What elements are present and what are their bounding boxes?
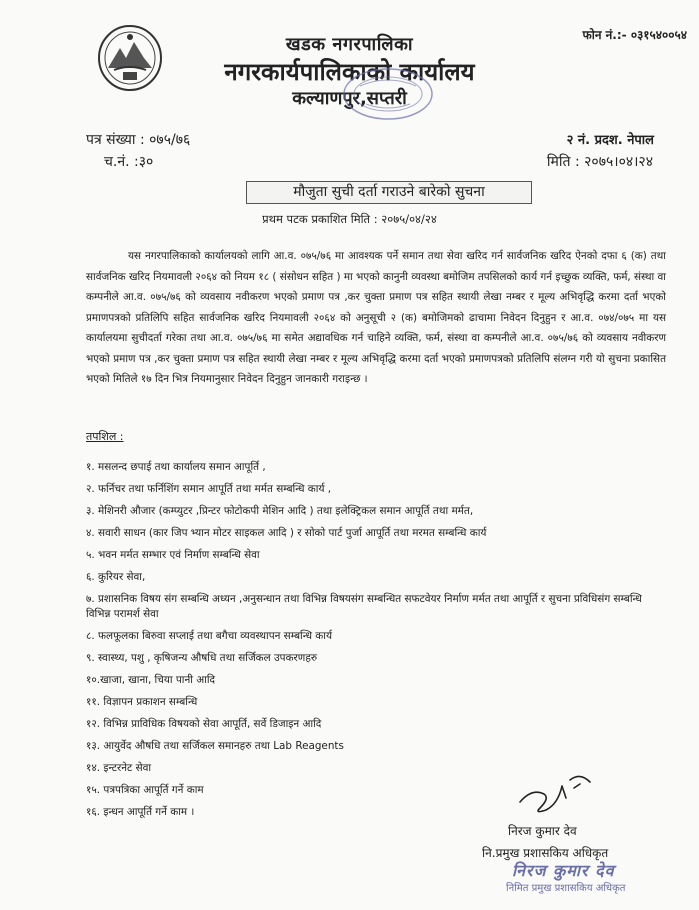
office-stamp-icon	[340, 64, 436, 122]
dispatch-number: च.नं. :३०	[104, 154, 154, 170]
office-location: कल्याणपुर,सप्तरी	[292, 88, 407, 109]
name-stamp: निरज कुमार देव	[512, 861, 615, 880]
signer-title: नि.प्रमुख प्रशासकिय अधिकृत	[482, 846, 609, 860]
list-item: ८. फलफूलका बिरुवा सप्लाई तथा बगैचा व्यवस्थापन सम्बन्धि कार्य	[86, 630, 332, 642]
title-stamp: निमित प्रमुख प्रशासकिय अधिकृत	[506, 883, 626, 894]
phone-number: फोन नं.:- ०३१५४००५४	[582, 28, 687, 42]
list-item: १. मसलन्द छपाई तथा कार्यालय समान आपूर्ति ,	[86, 461, 266, 473]
province-name: २ नं. प्रदश. नेपाल	[566, 133, 654, 148]
list-item: ११. विज्ञापन प्रकाशन सम्बन्धि	[86, 696, 198, 708]
list-item: ५. भवन मर्मत सम्भार एवं निर्माण सम्बन्धि सेवा	[86, 549, 260, 561]
list-item: १३. आयुर्वेद औषधि तथा सर्जिकल समानहरु तथा Lab Reagents	[86, 740, 344, 752]
first-published-date: प्रथम पटक प्रकाशित मिति : २०७५/०४/२४	[262, 212, 437, 226]
list-item: ७. प्रशासनिक विषय संग सम्बन्धि अध्यन ,अनुसन्धान तथा विभिन्न विषयसंग सम्बन्धित सफटवेयर निर्माण मर्मत तथा आपूर्ति र सुचना प्रविधिसंग सम्बन्धि विभिन्न परामर्श सेवा	[86, 593, 642, 620]
office-name: नगरकार्यपालिकाको कार्यालय	[224, 58, 475, 86]
letter-date: मिति : २०७५।०४।२४	[546, 154, 653, 170]
list-item: ३. मेशिनरी औजार (कम्प्युटर ,प्रिन्टर फोटोकपी मेशिन आदि ) तथा इलेक्ट्रिकल समान आपूर्ति तथा मर्मत,	[86, 505, 474, 517]
notice-title: मौजुता सुची दर्ता गराउने बारेको सुचना	[246, 181, 532, 204]
list-item: ४. सवारी साधन (कार जिप भ्यान मोटर साइकल आदि ) र सोको पार्ट पुर्जा आपूर्ति तथा मरमत सम्बन्धि कार्य	[86, 527, 487, 539]
list-item: ६. कुरियर सेवा,	[86, 571, 146, 583]
list-item: १६. इन्धन आपूर्ति गर्ने काम ।	[86, 806, 195, 818]
list-item: २. फर्निचर तथा फर्निशिंग समान आपूर्ति तथा मर्मत सम्बन्धि कार्य ,	[86, 483, 332, 495]
list-item: १०.खाजा, खाना, चिया पानी आदि	[86, 674, 216, 686]
list-item: ९. स्वास्थ्य, पशु , कृषिजन्य औषधि तथा सर्जिकल उपकरणहरु	[86, 652, 318, 664]
signature-mark-icon	[510, 764, 600, 824]
notice-body: यस नगरपालिकाको कार्यालयको लागि आ.व. ०७५/७६ मा आवश्यक पर्ने समान तथा सेवा खरिद गर्न सार्वजनिक खरिद ऐनको दफा ६ (क) तथा सार्वजनिक खरिद नियमावली २०६४ को नियम १८ ( संसोधन सहित ) मा भएको कानुनी व्यवस्था बमोजिम तपसिलको कार्य गर्न इच्छुक व्यक्ति, फर्म, संस्था वा कम्पनीले आ.व. ०७५/७६ को व्यवसाय नवीकरण भएको प्रमाण पत्र ,कर चुक्ता प्रमाण पत्र सहित स्थायी लेखा नम्बर र मूल्य अभिवृद्धि करमा दर्ता भएको प्रमाणपत्रको प्रतिलिपि सहित सार्वजनिक खरिद नियमावली २०६४ को अनुसूची २ (क) बमोजिमको ढाचामा निवेदन दिनुहुन र आ.व. ०७४/०७५ मा यस कार्यालयमा सुचीदर्ता गरेका तथा आ.व. ०७५/७६ मा समेत अद्यावधिक गर्न चाहिने व्यक्ति, फर्म, संस्था वा कम्पनीले आ.व. ०७५/७६ को व्यवसाय नवीकरण भएको प्रमाण पत्र ,कर चुक्ता प्रमाण पत्र सहित स्थायी लेखा नम्बर र मूल्य अभिवृद्धि करमा दर्ता भएको प्रमाणपत्रको प्रतिलिपि संलग्न गरी यो सुचना प्रकासित भएको मितिले १७ दिन भित्र नियमानुसार निवेदन दिनुहुन जानकारी गराइन्छ ।	[86, 250, 666, 385]
letter-number: पत्र संख्या : ०७५/७६	[86, 132, 191, 148]
signer-name: निरज कुमार देव	[508, 824, 577, 838]
list-item: १५. पत्रपत्रिका आपूर्ति गर्ने काम	[86, 784, 204, 796]
municipality-name: खडक नगरपालिका	[285, 34, 414, 55]
list-item: १४. इन्टरनेट सेवा	[86, 762, 152, 774]
list-heading: तपशिल :	[86, 430, 124, 443]
list-item: १२. विभिन्न प्राविधिक विषयको सेवा आपूर्ति, सर्वे डिजाइन आदि	[86, 718, 322, 730]
